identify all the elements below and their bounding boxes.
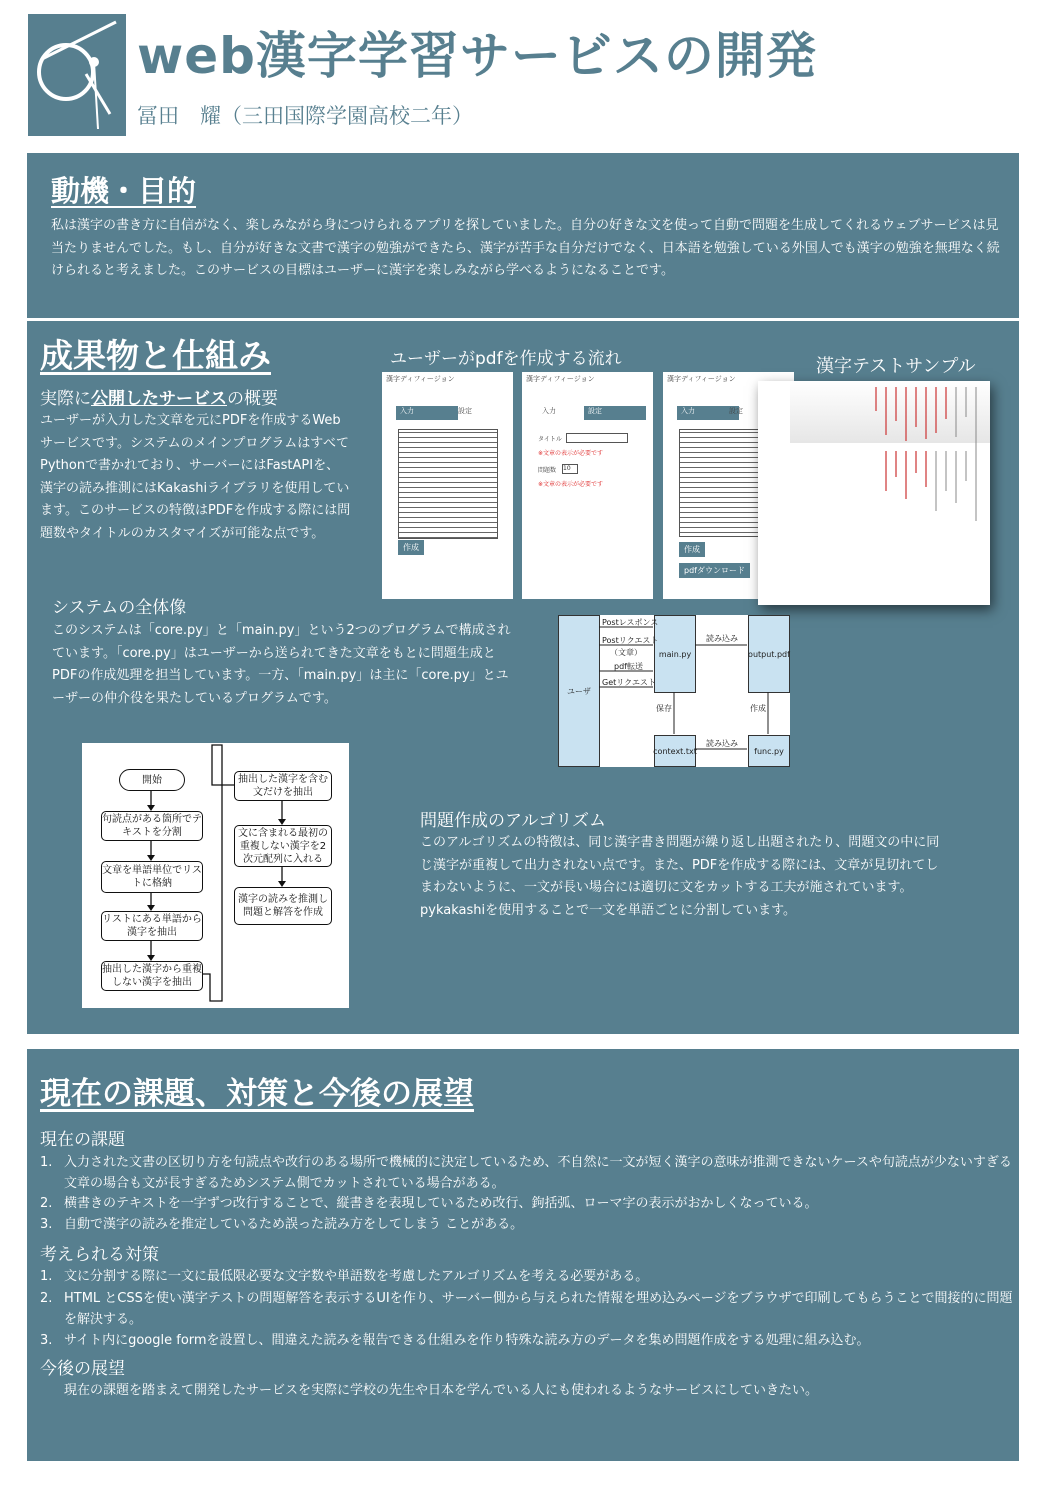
mock-tab-settings[interactable]: 設定 [729,407,743,415]
algorithm-heading: 問題作成のアルゴリズム [420,811,606,831]
measure-text: サイト内にgoogle formを設置し、間違えた読みを報告できる仕組みを作り特殊な読み方のデータを集め問題作成をする処理に組み込む。 [64,1333,870,1348]
mock-create-button[interactable]: 作成 [398,540,424,555]
mock-screen-input [382,372,513,599]
mock-textarea[interactable] [398,429,498,539]
overview-heading [40,384,278,409]
issue-text: 横書きのテキストを一字ずつ改行することで、縦書きを表現しているため改行、鉤括弧、ローマ字の表示がおかしくなっている。 [64,1196,818,1211]
flow-step-4: 抽出した漢字から重複しない漢字を抽出 [101,961,203,991]
measures-heading: 考えられる対策 [40,1245,159,1265]
diagram-post-request: Postリクエスト [602,636,659,645]
measure-text: HTML とCSSを使い漢字テストの問題解答を表示するUIを作り、サーバー側から与えられた情報を埋め込みページをブラウザで印刷してもらうことで間接的に問題を解決する。 [64,1291,1013,1327]
measure-number: 3. [40,1333,53,1348]
diagram-save: 保存 [656,704,672,713]
mock-count-label: 問題数 [538,467,557,474]
measure-item [40,1266,1010,1287]
flow-step-2: 文章を単語単位でリストに格納 [101,861,203,893]
issue-number: 1. [40,1155,53,1170]
flow-start: 開始 [119,769,185,791]
mock-tab-input[interactable]: 入力 [677,406,739,420]
mock-count-select[interactable]: 10 [562,464,578,474]
published-service-link[interactable]: 公開したサービス [91,389,227,409]
sample-vertical-text [758,381,990,605]
diagram-text-data: （文章） [610,648,642,657]
mock-tab-input[interactable]: 入力 [396,406,458,420]
overview-heading-prefix: 実際に [40,389,91,409]
logo [28,14,126,136]
diagram-create: 作成 [750,704,766,713]
motivation-heading: 動機・目的 [51,174,197,208]
issue-number: 3. [40,1217,53,1232]
diagram-func: func.py [748,735,790,767]
issue-text: 入力された文書の区切り方を句読点や改行のある場所で機械的に決定しているため、不自然に一文が短く漢字の意味が推測できないケースや句読点が少ないすぎる文章の場合も文が長すぎるためシステム側でカットされている場合がある。 [64,1155,1012,1191]
flow-step-6: 文に含まれる最初の重複しない漢字を2次元配列に入れる [234,825,332,867]
future-heading: 現在の課題、対策と今後の展望 [40,1076,474,1112]
system-heading: システムの全体像 [52,598,187,618]
issue-item [40,1152,1010,1194]
system-diagram [558,615,790,767]
mock-tab-input[interactable]: 入力 [542,407,556,415]
algorithm-body: このアルゴリズムの特徴は、同じ漢字書き問題が繰り返し出題されたり、問題文の中に同じ漢字が重複して出力されない点です。また、PDFを作成する際には、文章が見切れてしまわないように、一文が長い場合には適切に文をカットする工夫が施されています。pykakashiを使用することで一文を単語ごとに分割しています。 [420,835,940,918]
measure-text: 文に分割する際に一文に最低限必要な文字数や単語数を考慮したアルゴリズムを考える必要がある。 [64,1269,649,1284]
measure-number: 2. [40,1291,53,1306]
mock-screen-settings [522,372,653,599]
issue-item [40,1214,1010,1235]
diagram-read-1: 読み込み [706,634,738,643]
mock-download-button[interactable]: pdfダウンロード [679,563,750,578]
author: 冨田 耀（三田国際学園高校二年） [137,104,473,128]
measure-item [40,1330,1010,1351]
mock-warning-text: ※文章の表示が必要です [538,450,604,457]
issue-number: 2. [40,1196,53,1211]
overview-body: ユーザーが入力した文章を元にPDFを作成するWebサービスです。システムのメインプログラムはすべてPythonで書かれており、サーバーにはFastAPIを、漢字の読み推測にはKakashiライブラリを使用しています。このサービスの特徴はPDFを作成する際には問題数やタイトルのカスタマイズが可能な点です。 [40,413,351,541]
diagram-main: main.py [654,615,696,693]
issue-item [40,1193,1010,1214]
outlook-body: 現在の課題を踏まえて開発したサービスを実際に学校の先生や日本を学んでいる人にも使われるようなサービスにしていきたい。 [64,1383,819,1398]
diagram-read-2: 読み込み [706,739,738,748]
flow-step-5: 抽出した漢字を含む文だけを抽出 [234,771,332,801]
system-body: このシステムは「core.py」と「main.py」という2つのプログラムで構成されています。「core.py」はユーザーから送られてきた文章をもとに問題生成とPDFの作成処理を担当しています。一方、「main.py」は主に「core.py」とユーザーの仲介役を果たしているプログラムです。 [52,623,511,706]
diagram-context: context.txt [654,735,696,767]
results-heading: 成果物と仕組み [40,336,271,375]
motivation-section [27,153,1019,318]
measure-item [40,1288,1013,1330]
measure-number: 1. [40,1269,53,1284]
kanji-test-sample [758,381,990,605]
page-title: web漢字学習サービスの開発 [137,27,817,85]
overview-heading-suffix: の概要 [227,389,278,409]
logo-mark-icon [28,14,126,136]
diagram-get-request: Getリクエスト [602,678,656,687]
mock-title-input[interactable] [566,433,628,443]
outlook-heading: 今後の展望 [40,1359,125,1379]
mock-app-name: 漢字ディフィージョン [667,375,736,383]
algorithm-flowchart [82,743,349,1008]
flow-caption: ユーザーがpdfを作成する流れ [390,349,622,369]
diagram-arrows [558,615,790,767]
motivation-body: 私は漢字の書き方に自信がなく、楽しみながら身につけられるアプリを探していました。自分の好きな文を使って自動で問題を生成してくれるウェブサービスは見当たりませんでした。もし、自分が好きな文書で漢字の勉強ができたら、漢字が苦手な自分だけでなく、日本語を勉強している外国人でも漢字の勉強を無理なく続けられると考えました。このサービスの目標はユーザーに漢字を楽しみながら学べるようになることです。 [51,218,1000,278]
issue-text: 自動で漢字の読みを推定しているため誤った読み方をしてしまう ことがある。 [64,1217,524,1232]
mock-tab-settings[interactable]: 設定 [584,406,646,420]
issues-heading: 現在の課題 [40,1130,125,1150]
diagram-user: ユーザ [558,615,600,767]
mock-tab-settings[interactable]: 設定 [458,407,472,415]
mock-warning-text-2: ※文章の表示が必要です [538,481,604,488]
mock-app-name: 漢字ディフィージョン [526,375,595,383]
diagram-pdf-send: pdf転送 [614,662,643,671]
flow-step-7: 漢字の読みを推測し問題と解答を作成 [234,887,332,925]
mock-create-button[interactable]: 作成 [679,542,705,557]
mock-title-label: タイトル [538,436,562,443]
sample-caption: 漢字テストサンプル [816,356,976,377]
flow-step-1: 句読点がある箇所でテキストを分割 [101,811,203,841]
flow-step-3: リストにある単語から漢字を抽出 [101,911,203,941]
diagram-output: output.pdf [748,615,790,693]
mock-app-name: 漢字ディフィージョン [386,375,455,383]
diagram-post-response: Postレスポンス [602,618,659,627]
